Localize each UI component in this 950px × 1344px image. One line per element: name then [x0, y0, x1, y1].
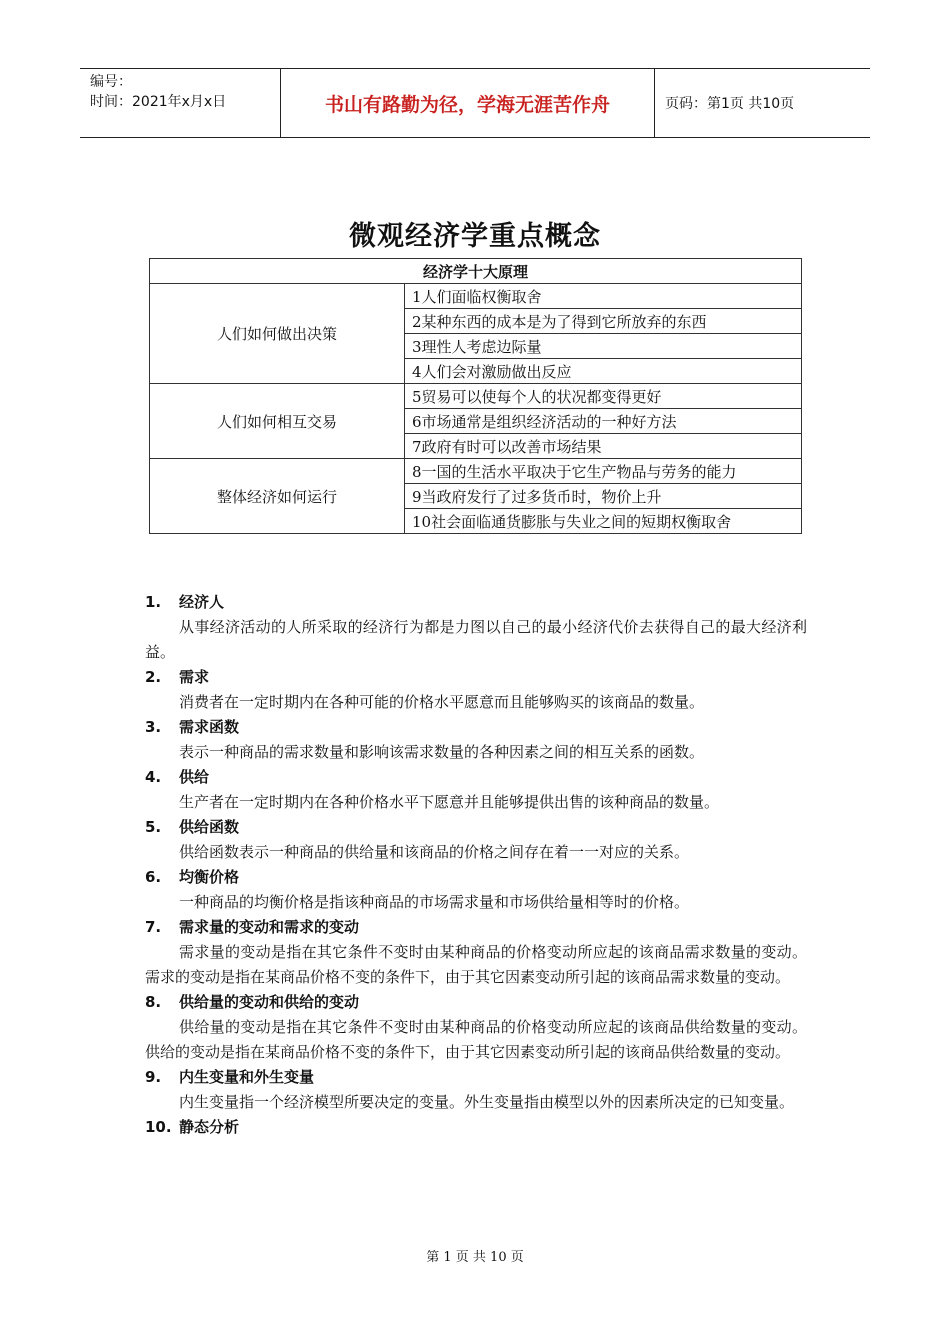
- definition-number: 10.: [145, 1118, 172, 1136]
- definition-term: [145, 815, 807, 840]
- time-label: 时间：2021年x月x日: [90, 94, 227, 110]
- principle-group-name: 整体经济如何运行: [150, 459, 405, 534]
- principle-row: [150, 284, 802, 309]
- definition-term-text: 均衡价格: [179, 868, 240, 886]
- definitions-list: [145, 590, 807, 1140]
- definition-term-text: 需求量的变动和需求的变动: [179, 918, 360, 936]
- definition-number: 7.: [145, 918, 162, 936]
- principles-table: [149, 258, 802, 534]
- definition-description: 内生变量指一个经济模型所要决定的变量。外生变量指由模型以外的因素所决定的已知变量。: [179, 1093, 795, 1111]
- number-label: 编号：: [90, 74, 132, 90]
- principle-item: 4人们会对激励做出反应: [405, 359, 802, 384]
- definition-term-text: 供给量的变动和供给的变动: [179, 993, 360, 1011]
- definition-term-text: 需求: [179, 668, 210, 686]
- definition-term-text: 经济人: [179, 593, 225, 611]
- definition-number: 4.: [145, 768, 162, 786]
- definition-term: [145, 765, 807, 790]
- definition-term-text: 静态分析: [179, 1118, 240, 1136]
- definition-term: [145, 715, 807, 740]
- definition-term: [145, 865, 807, 890]
- principle-row: [150, 384, 802, 409]
- page-title: 微观经济学重点概念: [349, 221, 601, 252]
- definition-number: 6.: [145, 868, 162, 886]
- principle-group-name: 人们如何做出决策: [150, 284, 405, 384]
- motto: 书山有路勤为径，学海无涯苦作舟: [281, 69, 655, 137]
- header-meta-cell: [80, 69, 281, 137]
- principle-item: 5贸易可以使每个人的状况都变得更好: [405, 384, 802, 409]
- principle-item: 1人们面临权衡取舍: [405, 284, 802, 309]
- definition-description: 从事经济活动的人所采取的经济行为都是力图以自己的最小经济代价去获得自己的最大经济利益。: [145, 618, 807, 661]
- definition-number: 1.: [145, 593, 162, 611]
- definition-description: 需求量的变动是指在其它条件不变时由某种商品的价格变动所应起的该商品需求数量的变动。需求的变动是指在某商品价格不变的条件下，由于其它因素变动所引起的该商品需求数量的变动。: [145, 943, 807, 986]
- definition-description: 供给函数表示一种商品的供给量和该商品的价格之间存在着一一对应的关系。: [179, 843, 690, 861]
- header-table: [80, 68, 870, 138]
- definition-number: 8.: [145, 993, 162, 1011]
- principle-item: 2某种东西的成本是为了得到它所放弃的东西: [405, 309, 802, 334]
- definition-description: 一种商品的均衡价格是指该种商品的市场需求量和市场供给量相等时的价格。: [179, 893, 690, 911]
- definition-description: 生产者在一定时期内在各种价格水平下愿意并且能够提供出售的该种商品的数量。: [179, 793, 720, 811]
- principles-heading: 经济学十大原理: [150, 259, 802, 284]
- definition-term-text: 内生变量和外生变量: [179, 1068, 315, 1086]
- definition-number: 9.: [145, 1068, 162, 1086]
- definition-number: 5.: [145, 818, 162, 836]
- definition-description: 表示一种商品的需求数量和影响该需求数量的各种因素之间的相互关系的函数。: [179, 743, 705, 761]
- principle-item: 7政府有时可以改善市场结果: [405, 434, 802, 459]
- definition-term: [145, 1065, 807, 1090]
- definition-description: 供给量的变动是指在其它条件不变时由某种商品的价格变动所应起的该商品供给数量的变动。供给的变动是指在某商品价格不变的条件下，由于其它因素变动所引起的该商品供给数量的变动。: [145, 1018, 807, 1061]
- definition-term: [145, 990, 807, 1015]
- definition-term-text: 供给: [179, 768, 210, 786]
- principle-group-name: 人们如何相互交易: [150, 384, 405, 459]
- definition-number: 2.: [145, 668, 162, 686]
- definition-term: [145, 915, 807, 940]
- principle-item: 10社会面临通货膨胀与失业之间的短期权衡取舍: [405, 509, 802, 534]
- principles-heading-row: [150, 259, 802, 284]
- definition-description: 消费者在一定时期内在各种可能的价格水平愿意而且能够购买的该商品的数量。: [179, 693, 705, 711]
- page-info: 页码：第1页 共10页: [665, 96, 795, 112]
- definition-term: [145, 665, 807, 690]
- definition-term-text: 供给函数: [179, 818, 240, 836]
- page-footer: 第 1 页 共 10 页: [426, 1250, 524, 1265]
- principle-item: 3理性人考虑边际量: [405, 334, 802, 359]
- principle-item: 6市场通常是组织经济活动的一种好方法: [405, 409, 802, 434]
- definition-term: [145, 590, 807, 615]
- definition-term: [145, 1115, 807, 1140]
- principle-row: [150, 459, 802, 484]
- definition-term-text: 需求函数: [179, 718, 240, 736]
- definition-number: 3.: [145, 718, 162, 736]
- principle-item: 8一国的生活水平取决于它生产物品与劳务的能力: [405, 459, 802, 484]
- principle-item: 9当政府发行了过多货币时，物价上升: [405, 484, 802, 509]
